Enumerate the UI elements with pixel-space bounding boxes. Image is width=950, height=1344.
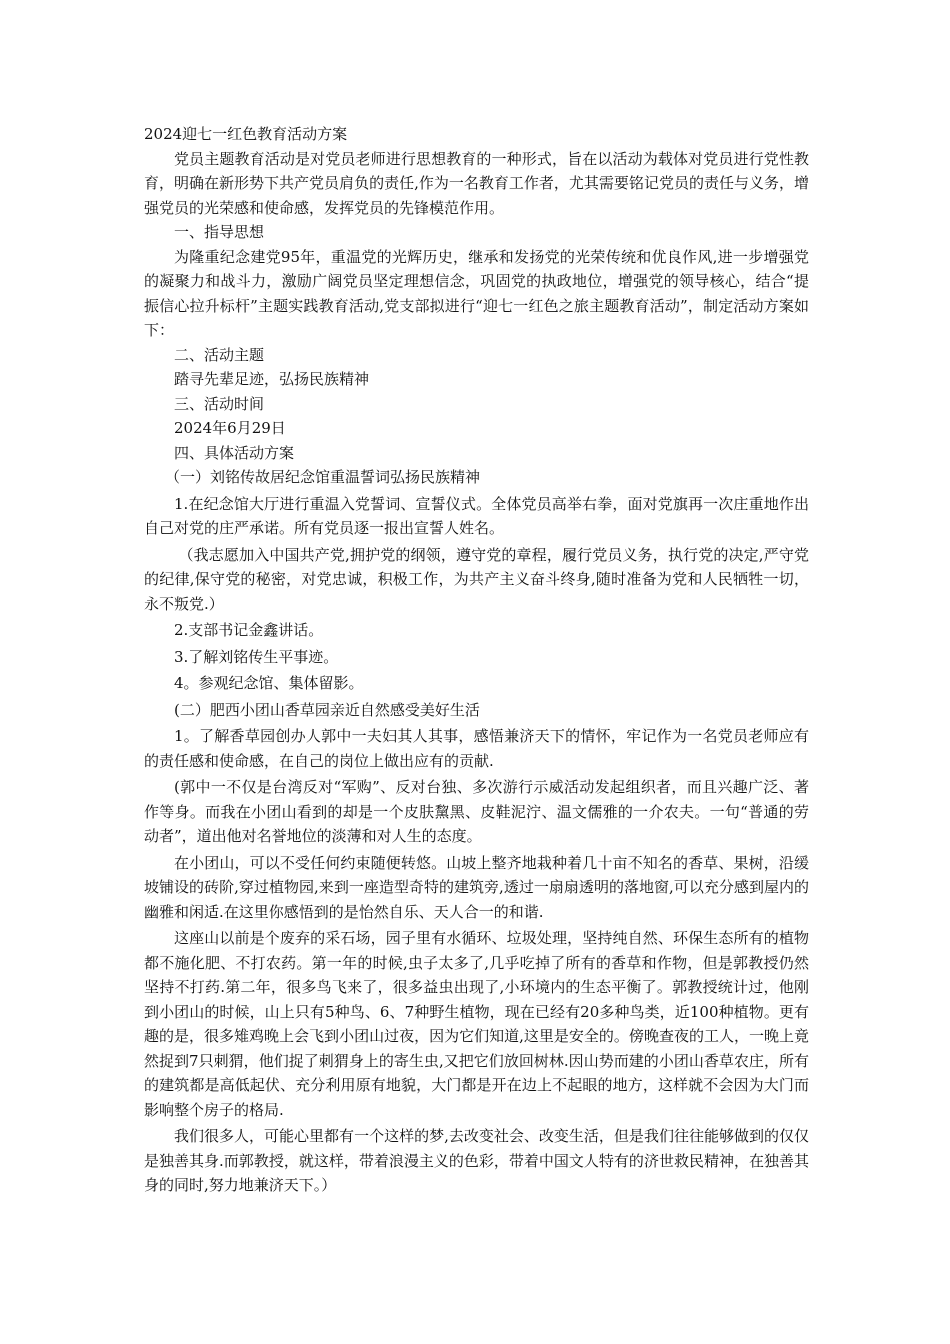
document-page — [144, 122, 809, 1198]
time-paragraph: 2024年6月29日 — [174, 419, 286, 437]
theme-paragraph: 踏寻先辈足迹，弘扬民族精神 — [174, 370, 370, 388]
plan-item-1-1: 1.在纪念馆大厅进行重温入党誓词、宣誓仪式。全体党员高举右拳，面对党旗再一次庄重地作出自己对党的庄严承诺。所有党员逐一报出宣誓人姓名。 — [144, 494, 809, 537]
guo-intro-paragraph: (郭中一不仅是台湾反对“军购”、反对台独、多次游行示威活动发起组织者，而且兴趣广泛、著作等身。而我在小团山看到的却是一个皮肤黧黑、皮鞋泥泞、温文儒雅的一介农夫。一句“普通的劳动者”，道出他对名誉地位的淡薄和对人生的态度。 — [144, 778, 809, 845]
section-heading-plan: 四、具体活动方案 — [174, 443, 295, 462]
section-heading-time: 三、活动时间 — [174, 394, 265, 413]
dream-paragraph: 我们很多人，可能心里都有一个这样的梦,去改变社会、改变生活，但是我们往往能够做到的仅仅是独善其身.而郭教授，就这样，带着浪漫主义的色彩，带着中国文人特有的济世救民精神，在独善其身的同时,努力地兼济天下。） — [144, 1127, 809, 1194]
plan-item-1-4: 4。参观纪念馆、集体留影。 — [174, 674, 364, 692]
subsection-heading-2: (二）肥西小团山香草园亲近自然感受美好生活 — [174, 700, 480, 719]
subsection-heading-1: （一）刘铭传故居纪念馆重温誓词弘扬民族精神 — [165, 468, 481, 486]
oath-paragraph: （我志愿加入中国共产党,拥护党的纲领，遵守党的章程，履行党员义务，执行党的决定,严守党的纪律,保守党的秘密，对党忠诚，积极工作，为共产主义奋斗终身,随时准备为党和人民牺牲一切，永不叛党.） — [144, 545, 809, 613]
plan-item-1-3: 3.了解刘铭传生平事迹。 — [174, 647, 339, 666]
intro-paragraph: 党员主题教育活动是对党员老师进行思想教育的一种形式，旨在以活动为载体对党员进行党性教育，明确在新形势下共产党员肩负的责任,作为一名教育工作者，尤其需要铭记党员的责任与义务，增强党员的光荣感和使命感，发挥党员的先锋模范作用。 — [144, 149, 809, 217]
quarry-paragraph: 这座山以前是个废弃的采石场，园子里有水循环、垃圾处理，坚持纯自然、环保生态所有的植物都不施化肥、不打农药。第一年的时候,虫子太多了,几乎吃掉了所有的香草和作物，但是郭教授仍然坚持不打药.第二年，很多鸟飞来了，很多益虫出现了,小环境内的生态平衡了。郭教授统计过，他刚到小团山的时候，山上只有5种鸟、6、7种野生植物，现在已经有20多种鸟类，近100种植物。更有趣的是，很多雉鸡晚上会飞到小团山过夜，因为它们知道,这里是安全的。傍晚查夜的工人，一晚上竟然捉到7只刺猬，他们捉了刺猬身上的寄生虫,又把它们放回树林.因山势而建的小团山香草农庄，所有的建筑都是高低起伏、充分利用原有地貌，大门都是开在边上不起眼的地方，这样就不会因为大门而影响整个房子的格局. — [144, 929, 809, 1119]
section-heading-guiding-thought: 一、指导思想 — [174, 223, 265, 241]
plan-item-2-1: 1。了解香草园创办人郭中一夫妇其人其事，感悟兼济天下的情怀，牢记作为一名党员老师应有的责任感和使命感，在自己的岗位上做出应有的贡献. — [144, 727, 809, 770]
guiding-thought-paragraph: 为隆重纪念建党95年，重温党的光辉历史，继承和发扬党的光荣传统和优良作风,进一步增强党的凝聚力和战斗力，激励广阔党员坚定理想信念，巩固党的执政地位，增强党的领导核心，结合“提振信心拉升标杆”主题实践教育活动,党支部拟进行“迎七一红色之旅主题教育活动”，制定活动方案如下： — [144, 247, 809, 339]
section-heading-theme: 二、活动主题 — [174, 345, 265, 364]
xiaotuanshan-paragraph: 在小团山，可以不受任何约束随便转悠。山坡上整齐地栽种着几十亩不知名的香草、果树，沿缓坡铺设的砖阶,穿过植物园,来到一座造型奇特的建筑旁,透过一扇扇透明的落地窗,可以充分感到屋内的幽雅和闲适.在这里你感悟到的是怡然自乐、天人合一的和谐. — [144, 853, 809, 921]
document-title: 2024迎七一红色教育活动方案 — [144, 125, 348, 143]
plan-item-1-2: 2.支部书记金鑫讲话。 — [174, 621, 324, 639]
